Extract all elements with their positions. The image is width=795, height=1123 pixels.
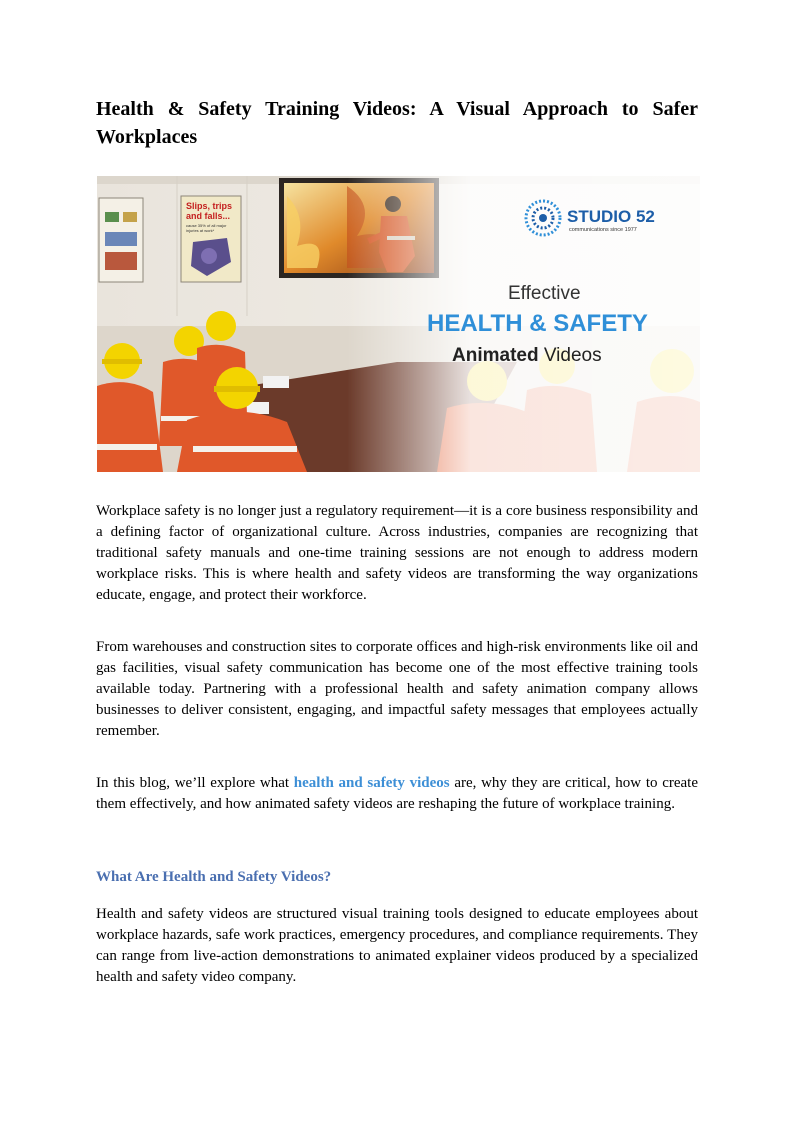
paragraph-blog-overview: [96, 773, 698, 815]
article-title: Health & Safety Training Videos: A Visual Approach to Safer Workplaces: [96, 98, 698, 148]
p3-before: In this blog, we’ll explore what: [96, 775, 294, 791]
paragraph-warehouses: From warehouses and construction sites to corporate offices and high-risk environments like oil and gas facilities, visual safety communication has become one of the most effective training tools available today. Partnering with a professional health and safety animation company allows businesses to deliver consistent, engaging, and impactful safety messages that employees actually remember.: [96, 639, 698, 739]
svg-text:STUDIO 52: STUDIO 52: [567, 207, 655, 226]
svg-text:Slips, trips: Slips, trips: [186, 201, 233, 211]
hero-line-videos: Videos: [538, 345, 602, 366]
svg-text:communications since 1977: communications since 1977: [569, 227, 637, 233]
p3-after: are, why they are critical, how to create them effectively, and how animated safety videos are reshaping the future of workplace training.: [96, 775, 698, 812]
hero-image: [97, 176, 700, 472]
svg-text:injuries at work*: injuries at work*: [186, 228, 215, 233]
svg-text:Animated Videos: [452, 345, 602, 366]
hero-line-health-safety: HEALTH & SAFETY: [427, 310, 648, 337]
health-safety-videos-link[interactable]: health and safety videos: [293, 775, 450, 791]
poster-slips: [181, 196, 241, 282]
hero-line-effective: Effective: [508, 283, 581, 304]
svg-text:cause 35% of all major: cause 35% of all major: [186, 223, 227, 228]
paragraph-definition: Health and safety videos are structured visual training tools designed to educate employees about workplace hazards, safe work practices, emergency procedures, and compliance requirements. They can range from live-action demonstrations to animated explainer videos produced by a specialized health and safety video company.: [96, 906, 698, 985]
hero-line-animated: Animated: [452, 345, 539, 366]
svg-text:and falls...: and falls...: [186, 211, 231, 221]
section-heading-what-are: What Are Health and Safety Videos?: [96, 869, 332, 885]
paragraph-intro: Workplace safety is no longer just a regulatory requirement—it is a core business responsibility and a defining factor of organizational culture. Across industries, companies are recognizing that traditional safety manuals and one-time training sessions are not enough to address modern workplace risks. This is where health and safety videos are transforming the way organizations educate, engage, and protect their workforce.: [96, 503, 698, 603]
